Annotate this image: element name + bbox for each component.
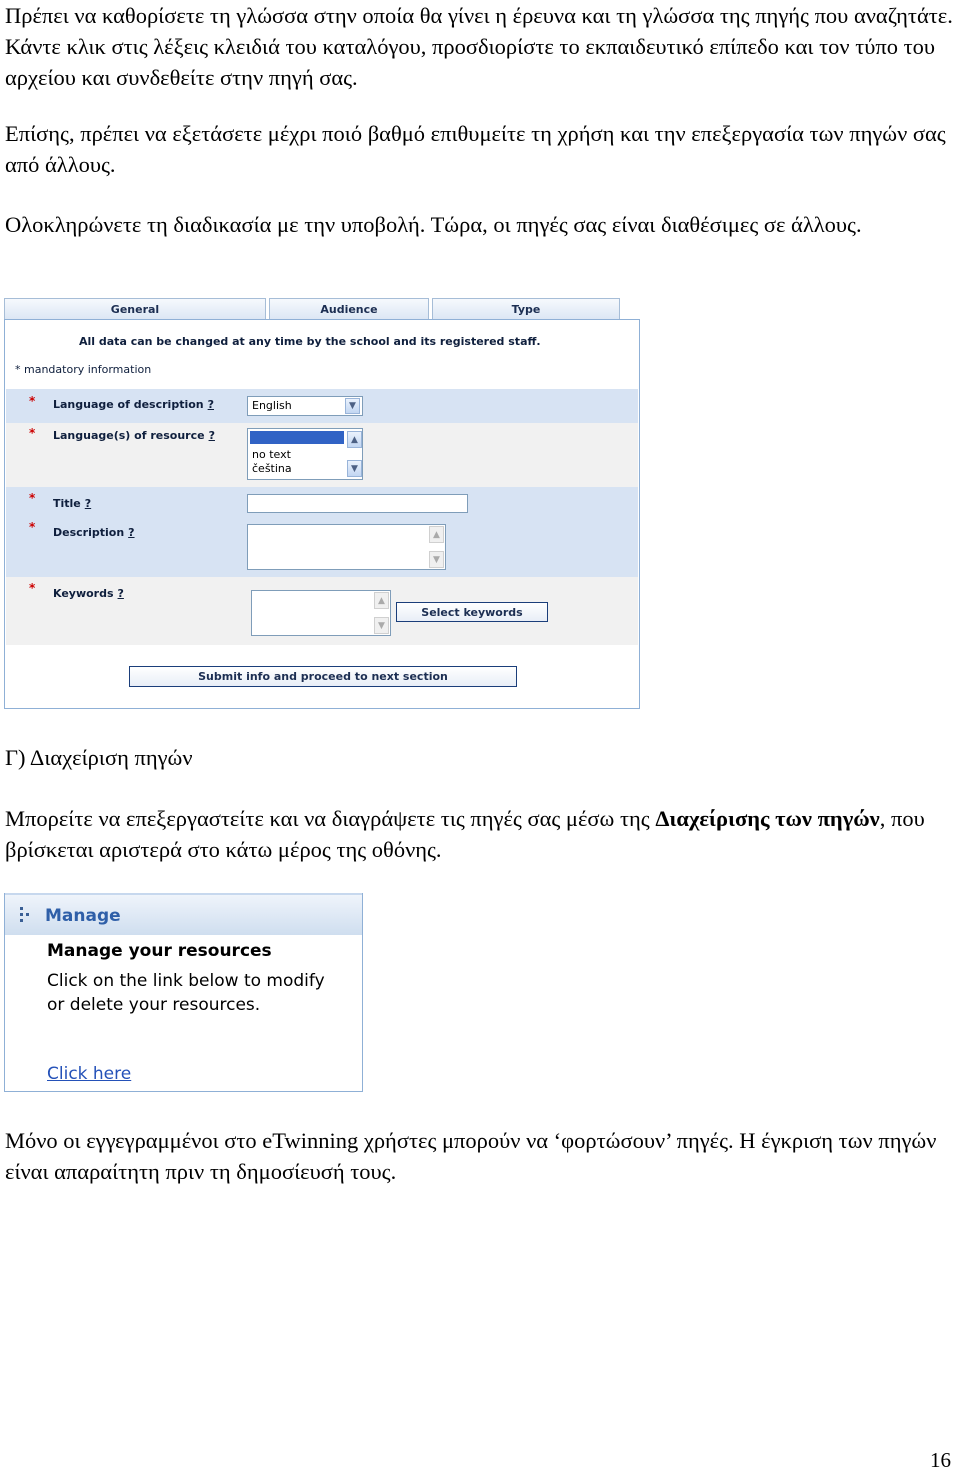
select-keywords-button[interactable]: Select keywords [396,602,548,622]
required-mark: * [29,426,36,440]
closing-paragraph: Μόνο οι εγγεγραμμένοι στο eTwinning χρήστες μπορούν να ‘φορτώσουν’ πηγές. Η έγκριση των πηγών είναι απαραίτητη πριν τη δημοσίευσή τους. [5,1128,937,1184]
manage-paragraph: Μπορείτε να επεξεργαστείτε και να διαγράψετε τις πηγές σας μέσω της Διαχείρισης των πηγών, που βρίσκεται αριστερά στο κάτω μέρος της οθόνης. [5,806,925,862]
language-resource-listbox[interactable] [247,428,363,480]
tab-audience[interactable]: Audience [269,298,429,320]
scroll-down-icon[interactable]: ▼ [429,551,444,568]
info-text: All data can be changed at any time by the school and its registered staff. [79,335,541,348]
tab-type[interactable]: Type [432,298,620,320]
keywords-textarea[interactable] [251,590,391,636]
manage-panel-screenshot [4,893,363,1092]
manage-title: Manage your resources [47,941,272,961]
title-label: Title ? [53,497,92,510]
form-body [4,319,640,709]
tab-general[interactable]: General [4,298,266,320]
chevron-down-icon[interactable]: ▼ [345,398,360,414]
required-mark: * [29,491,36,505]
list-selection [250,431,344,444]
scroll-down-icon[interactable]: ▼ [347,460,362,477]
submit-button[interactable]: Submit info and proceed to next section [129,666,517,687]
list-item[interactable]: no text [252,448,291,461]
page-number: 16 [930,1448,951,1472]
intro-paragraph: Πρέπει να καθορίσετε τη γλώσσα στην οποία θα γίνει η έρευνα και τη γλώσσα της πηγής που αναζητάτε. Κάντε κλικ στις λέξεις κλειδιά του καταλόγου, προσδιορίστε το εκπαιδευτικό επίπεδο και τον τύπο του αρχείου και συνδεθείτε στην πηγή σας. [5,3,953,90]
click-here-link[interactable]: Click here [47,1064,132,1084]
manage-header [5,893,362,935]
scroll-up-icon[interactable]: ▲ [347,431,362,448]
resource-form-screenshot [4,298,640,709]
required-mark: * [29,581,36,595]
description-textarea[interactable] [247,524,446,570]
manage-header-title[interactable]: Manage [45,906,121,926]
usage-paragraph: Επίσης, πρέπει να εξετάσετε μέχρι ποιό βαθμό επιθυμείτε τη χρήση και την επεξεργασία των πηγών σας από άλλους. [5,121,946,177]
submit-paragraph: Ολοκληρώνετε τη διαδικασία με την υποβολή. Τώρα, οι πηγές σας είναι διαθέσιμες σε άλλους. [5,212,862,237]
section-heading: Γ) Διαχείριση πηγών [5,745,193,770]
language-description-label: Language of description ? [53,398,215,411]
language-description-select[interactable]: English [247,396,363,416]
grip-dots-icon [17,905,33,925]
keywords-label: Keywords ? [53,587,124,600]
required-mark: * [29,394,36,408]
manage-resources-emphasis: Διαχείρισης των πηγών [655,806,880,831]
mandatory-note: * mandatory information [15,363,152,376]
scroll-down-icon[interactable]: ▼ [374,617,389,634]
required-mark: * [29,520,36,534]
form-tabs [4,298,620,320]
scroll-up-icon[interactable]: ▲ [374,592,389,609]
description-label: Description ? [53,526,135,539]
language-resource-label: Language(s) of resource ? [53,429,215,442]
scroll-up-icon[interactable]: ▲ [429,526,444,543]
list-item[interactable]: čeština [252,462,292,475]
manage-description: Click on the link below to modify or delete your resources. [47,971,325,1015]
title-input[interactable] [247,494,468,513]
